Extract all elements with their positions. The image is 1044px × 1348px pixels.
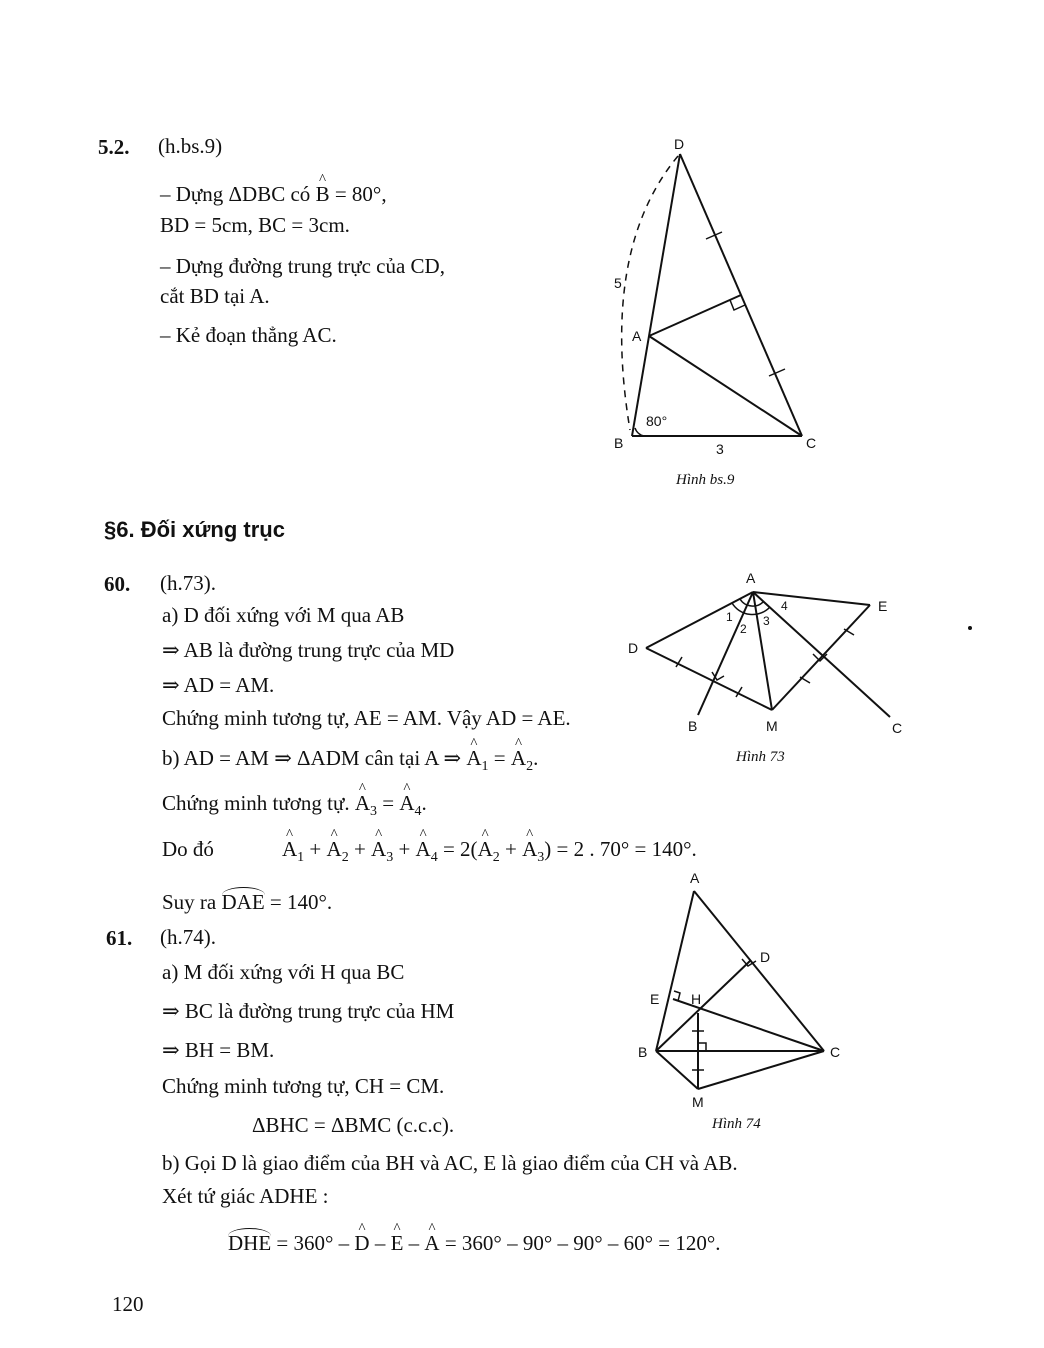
angle-D: ^ D xyxy=(354,1230,369,1256)
label-C: C xyxy=(806,435,817,451)
label-angle-80: 80° xyxy=(646,413,668,429)
label-B: B xyxy=(614,435,624,451)
segment-AC xyxy=(753,592,890,717)
label-E: E xyxy=(650,991,660,1007)
ex60-b4 xyxy=(162,887,332,915)
angle-arc-b xyxy=(635,428,644,436)
ex61-b3-a: = 360° – xyxy=(271,1231,355,1255)
ex60-b3-tail: = 2 . 70° = 140°. xyxy=(551,837,697,861)
ex61-a4: Chứng minh tương tự, CH = CM. xyxy=(162,1074,445,1098)
caption-73: Hình 73 xyxy=(736,749,785,765)
label-A: A xyxy=(690,870,700,886)
label-D: D xyxy=(674,136,685,152)
ex60-b2-text: Chứng minh tương tự. xyxy=(162,791,355,815)
segment-AC xyxy=(694,891,824,1051)
label-2: 2 xyxy=(740,622,747,636)
ex52-line1-post: = 80°, xyxy=(329,182,387,206)
label-3: 3 xyxy=(763,614,770,628)
ex61-b3-b: = 360° – 90° – 90° – 60° = 120°. xyxy=(439,1231,721,1255)
ex60-b4-post: = 140°. xyxy=(264,890,333,914)
angle-A2: ^ A xyxy=(511,745,526,771)
angle-A: ^ A xyxy=(424,1230,439,1256)
ex61-a1: a) M đối xứng với H qua BC xyxy=(162,960,405,984)
segment-BM xyxy=(656,1051,698,1089)
angle-A4: ^ A xyxy=(399,790,414,816)
ex60-b1-text: b) AD = AM ⇒ ΔADM cân tại A ⇒ xyxy=(162,746,467,770)
ex52-angle-b: ^ B xyxy=(316,181,330,207)
angle-A3: ^ A xyxy=(355,790,370,816)
label-M: M xyxy=(766,718,778,734)
label-M: M xyxy=(692,1094,704,1110)
exercise-number-60: 60. xyxy=(104,572,131,596)
figure-74 xyxy=(630,865,860,1115)
label-E: E xyxy=(878,598,888,614)
angle-A2: ^ A xyxy=(327,836,342,862)
segment-BD xyxy=(656,960,751,1051)
ex60-b3-formula: ^ $A_1$ + ^ $A_2$ + ^ $A_3$ + ^ $A_4$ = 2(^ $A_2$ + ^ $A_3) = 2$ . 70° = 140°. xyxy=(282,836,697,871)
ex61-a2: ⇒ BC là đường trung trực của HM xyxy=(162,999,455,1023)
label-H: H xyxy=(691,991,702,1007)
ex60-a1: a) D đối xứng với M qua AB xyxy=(162,603,405,627)
label-D: D xyxy=(760,949,771,965)
exercise-number-5-2: 5.2. xyxy=(98,135,130,159)
ex60-b2: Chứng minh tương tự. ^ $A_3$ = ^ $A_4$. xyxy=(162,790,427,825)
ex61-a3: ⇒ BH = BM. xyxy=(162,1038,275,1062)
label-B: B xyxy=(688,718,698,734)
segment-AM xyxy=(753,592,772,710)
ex60-a3: ⇒ AD = AM. xyxy=(162,673,275,697)
label-length-5: 5 xyxy=(614,275,622,291)
angle-A1: ^ A xyxy=(282,836,297,862)
label-4: 4 xyxy=(781,599,788,613)
ex52-line3: – Dựng đường trung trực của CD, xyxy=(160,254,445,278)
segment-DM xyxy=(646,648,772,710)
perpendicular-bisector xyxy=(649,295,741,336)
ex60-b1: b) AD = AM ⇒ ΔADM cân tại A ⇒ ^ $A_1$ = ^ $A_2$. xyxy=(162,745,538,780)
segment-AC xyxy=(649,336,802,436)
angle-A4: ^ A xyxy=(416,836,431,862)
ex52-line4: cắt BD tại A. xyxy=(160,284,270,308)
exercise-ref-60: (h.73). xyxy=(160,571,216,595)
ex61-b3: DHE = 360° – ^ D – ^ E – ^ A = 360° – 90° – 90° – 60° = 120°. xyxy=(228,1228,721,1256)
angle-DHE: DHE xyxy=(228,1228,271,1256)
segment-AD xyxy=(646,592,753,648)
page-number: 120 xyxy=(112,1292,144,1316)
angle-arc xyxy=(732,603,770,615)
label-C: C xyxy=(830,1044,841,1060)
right-angle-mark xyxy=(698,1043,706,1051)
label-C: C xyxy=(892,720,903,736)
angle-E: ^ E xyxy=(391,1230,404,1256)
ex61-b1: b) Gọi D là giao điểm của BH và AC, E là giao điểm của CH và AB. xyxy=(162,1151,738,1175)
segment-ME xyxy=(772,605,870,710)
ex60-a2: ⇒ AB là đường trung trực của MD xyxy=(162,638,455,662)
ex60-b4-pre: Suy ra xyxy=(162,890,222,914)
segment-AB xyxy=(656,891,694,1051)
tick-mark xyxy=(769,369,785,376)
label-D: D xyxy=(628,640,639,656)
angle-A1: ^ A xyxy=(466,745,481,771)
ex61-a5: ΔBHC = ΔBMC (c.c.c). xyxy=(252,1113,455,1137)
tick-mark xyxy=(800,677,810,683)
dashed-arc xyxy=(622,156,678,430)
angle-A2: ^ A xyxy=(478,836,493,862)
stray-dot xyxy=(968,626,972,630)
caption-74: Hình 74 xyxy=(712,1116,761,1132)
angle-A3: ^ A xyxy=(522,836,537,862)
ex52-line1-pre: – Dựng ΔDBC có xyxy=(160,182,316,206)
segment-DB xyxy=(632,154,680,436)
label-B: B xyxy=(638,1044,648,1060)
ex60-b3-label: Do đó xyxy=(162,837,214,861)
label-A: A xyxy=(746,570,756,586)
exercise-ref-61: (h.74). xyxy=(160,925,216,949)
caption-bs9: Hình bs.9 xyxy=(676,472,735,488)
ex60-a4: Chứng minh tương tự, AE = AM. Vậy AD = AE. xyxy=(162,706,571,730)
ex52-line5: – Kẻ đoạn thẳng AC. xyxy=(160,323,337,347)
ex52-line1 xyxy=(160,181,387,207)
segment-AE xyxy=(753,592,870,605)
angle-DAE: DAE xyxy=(222,887,265,915)
figure-bs9 xyxy=(600,130,840,470)
label-1: 1 xyxy=(726,610,733,624)
segment-MC xyxy=(698,1051,824,1089)
ex61-b2: Xét tứ giác ADHE : xyxy=(162,1184,329,1208)
section-title: §6. Đối xứng trục xyxy=(104,517,285,542)
ex52-line2: BD = 5cm, BC = 3cm. xyxy=(160,213,350,237)
figure-73 xyxy=(620,565,920,745)
exercise-number-61: 61. xyxy=(106,926,133,950)
label-A: A xyxy=(632,328,642,344)
exercise-ref-5-2: (h.bs.9) xyxy=(158,134,223,158)
angle-A3: ^ A xyxy=(371,836,386,862)
label-length-3: 3 xyxy=(716,441,724,457)
